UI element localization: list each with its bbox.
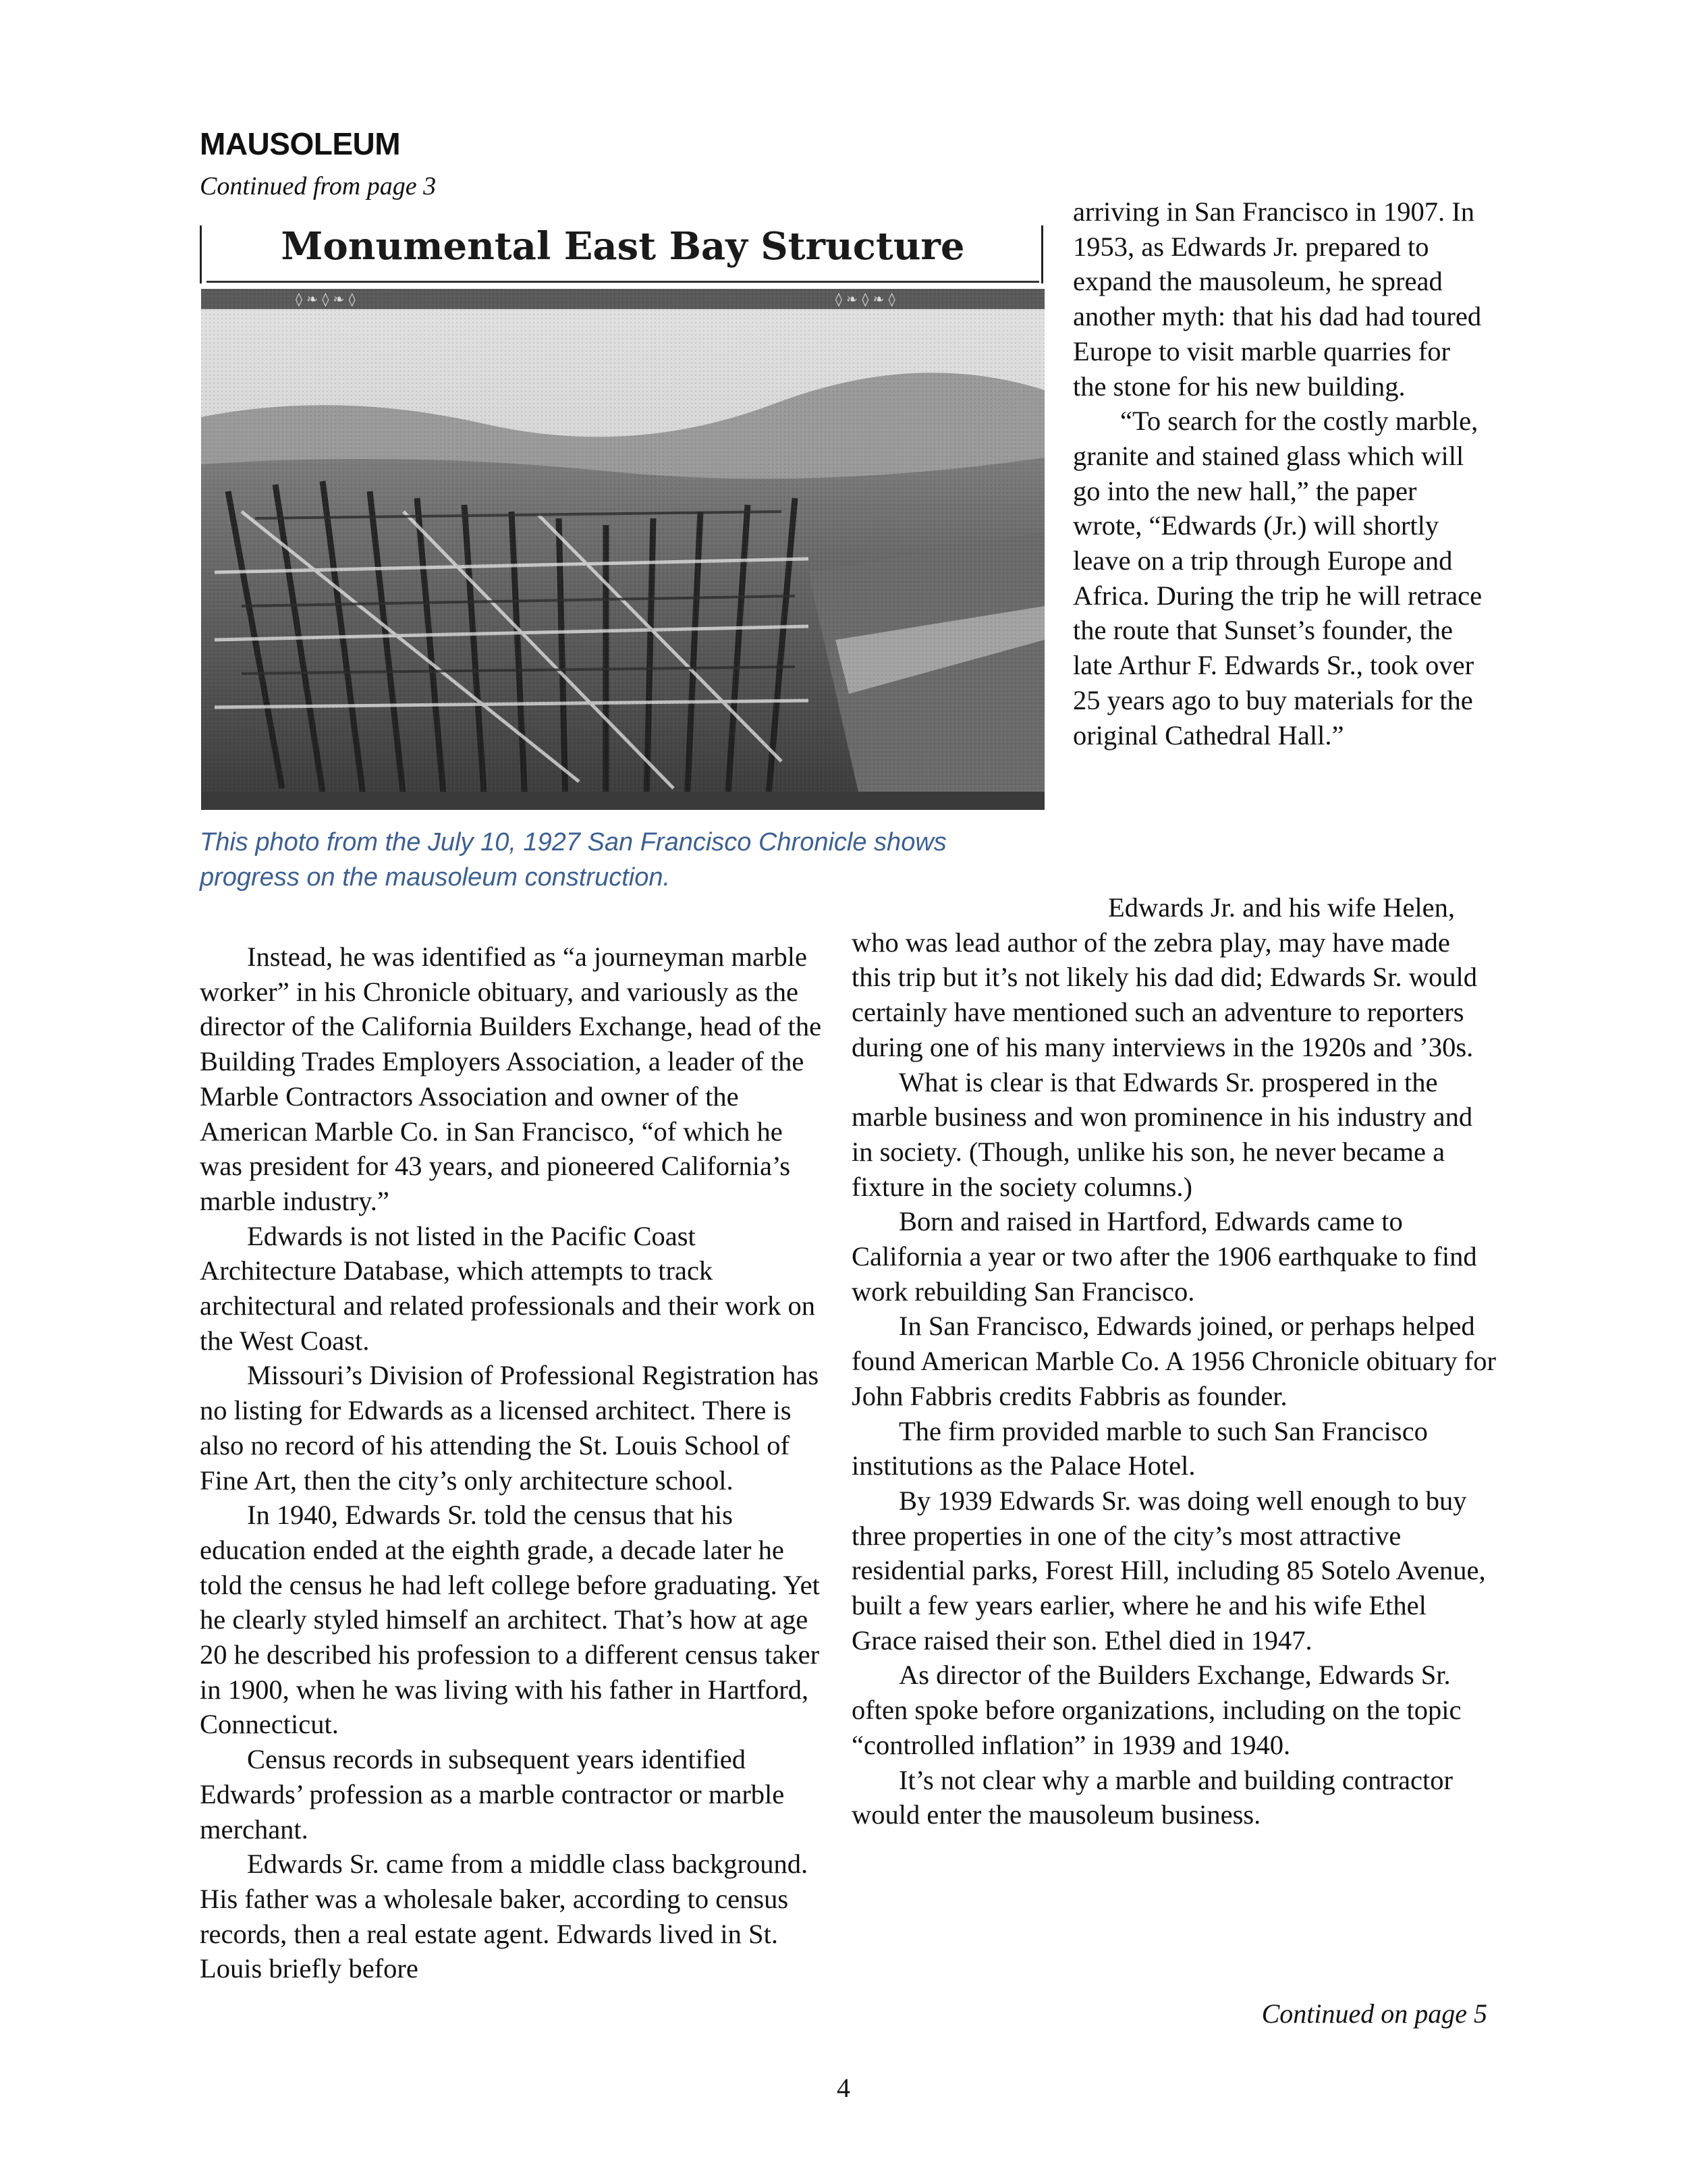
paragraph: Edwards Sr. came from a middle class background. His father was a wholesale baker, according to census records, then a real estate agent. Edwards lived in St. Louis briefly before <box>200 1849 808 1984</box>
paragraph: As director of the Builders Exchange, Edwards Sr. often spoke before organizations, including on the topic “controlled inflation” in 1939 and 1940. <box>852 1660 1462 1760</box>
paragraph: In 1940, Edwards Sr. told the census that his education ended at the eighth grade, a decade later he told the census he had left college before graduating. Yet he clearly styled himself an architect. That’s how at age 20 he described his profession to a different census taker in 1900, when he was living with his father in Hartford, Connecticut. <box>200 1500 820 1740</box>
continued-on-note: Continued on page 5 <box>1261 1998 1487 2029</box>
clipping-headline-rule <box>206 281 1039 283</box>
section-title: MAUSOLEUM <box>200 126 401 161</box>
paragraph: arriving in San Francisco in 1907. In 1953, as Edwards Jr. prepared to expand the mausoleum, he spread another myth: that his dad had toured Europe to visit marble quarries for the stone for his new building. <box>1073 196 1482 402</box>
page-number: 4 <box>837 2073 850 2103</box>
paragraph: Census records in subsequent years identified Edwards’ profession as a marble contractor or marble merchant. <box>200 1744 785 1845</box>
paragraph: “To search for the costly marble, granite and stained glass which will go into the new hall,” the paper wrote, “Edwards (Jr.) will shortly leave on a trip through Europe and Africa. During the trip he will retrace the route that Sunset’s founder, the late Arthur F. Edwards Sr., took over 25 years ago to buy materials for the original Cathedral Hall.” <box>1073 406 1483 750</box>
newspaper-clipping <box>197 213 1049 813</box>
paragraph: Missouri’s Division of Professional Registration has no listing for Edwards as a licensed architect. There is also no record of his attending the St. Louis School of Fine Art, then the city’s only architecture school. <box>200 1360 819 1496</box>
continued-from-note: Continued from page 3 <box>200 172 437 200</box>
paragraph: By 1939 Edwards Sr. was doing well enough to buy three properties in one of the city’s most attractive residential parks, Forest Hill, including 85 Sotelo Avenue, built a few years earlier, where he and his wife Ethel Grace raised their son. Ethel died in 1947. <box>852 1485 1486 1656</box>
paragraph: Edwards is not listed in the Pacific Coast Architecture Database, which attempts to track architectural and related professionals and their work on the West Coast. <box>200 1220 816 1356</box>
paragraph: What is clear is that Edwards Sr. prospered in the marble business and won prominence in his industry and in society. (Though, unlike his son, he never became a fixture in the society columns.) <box>852 1066 1473 1202</box>
photo-caption: This photo from the July 10, 1927 San Francisco Chronicle shows progress on the mausoleum construction. <box>200 828 947 892</box>
article-column-right-top <box>1073 194 1488 753</box>
paragraph: Born and raised in Hartford, Edwards came to California a year or two after the 1906 earthquake to find work rebuilding San Francisco. <box>852 1206 1477 1307</box>
paragraph: It’s not clear why a marble and building contractor would enter the mausoleum business. <box>852 1764 1453 1830</box>
paragraph: Instead, he was identified as “a journeyman marble worker” in his Chronicle obituary, and variously as the director of the California Builders Exchange, head of the Building Trades Employers Association, a leader of the Marble Contractors Association and owner of the American Marble Co. in San Francisco, “of which he was president for 43 years, and pioneered California’s marble industry.” <box>200 941 822 1216</box>
article-column-left <box>200 939 827 1986</box>
paragraph: In San Francisco, Edwards joined, or perhaps helped found American Marble Co. A 1956 Chronicle obituary for John Fabbris credits Fabbris as founder. <box>852 1311 1496 1411</box>
paragraph: The firm provided marble to such San Francisco institutions as the Palace Hotel. <box>852 1415 1428 1481</box>
paragraph: Edwards Jr. and his wife Helen, who was lead author of the zebra play, may have made this trip but it’s not likely his dad did; Edwards Sr. would certainly have mentioned such an adventure to reporters during one of his many interviews in the 1920s and ’30s. <box>852 892 1477 1062</box>
construction-photo <box>201 289 1045 810</box>
clipping-headline: Monumental East Bay Structure <box>281 224 965 269</box>
article-column-right-bottom <box>852 890 1496 1832</box>
